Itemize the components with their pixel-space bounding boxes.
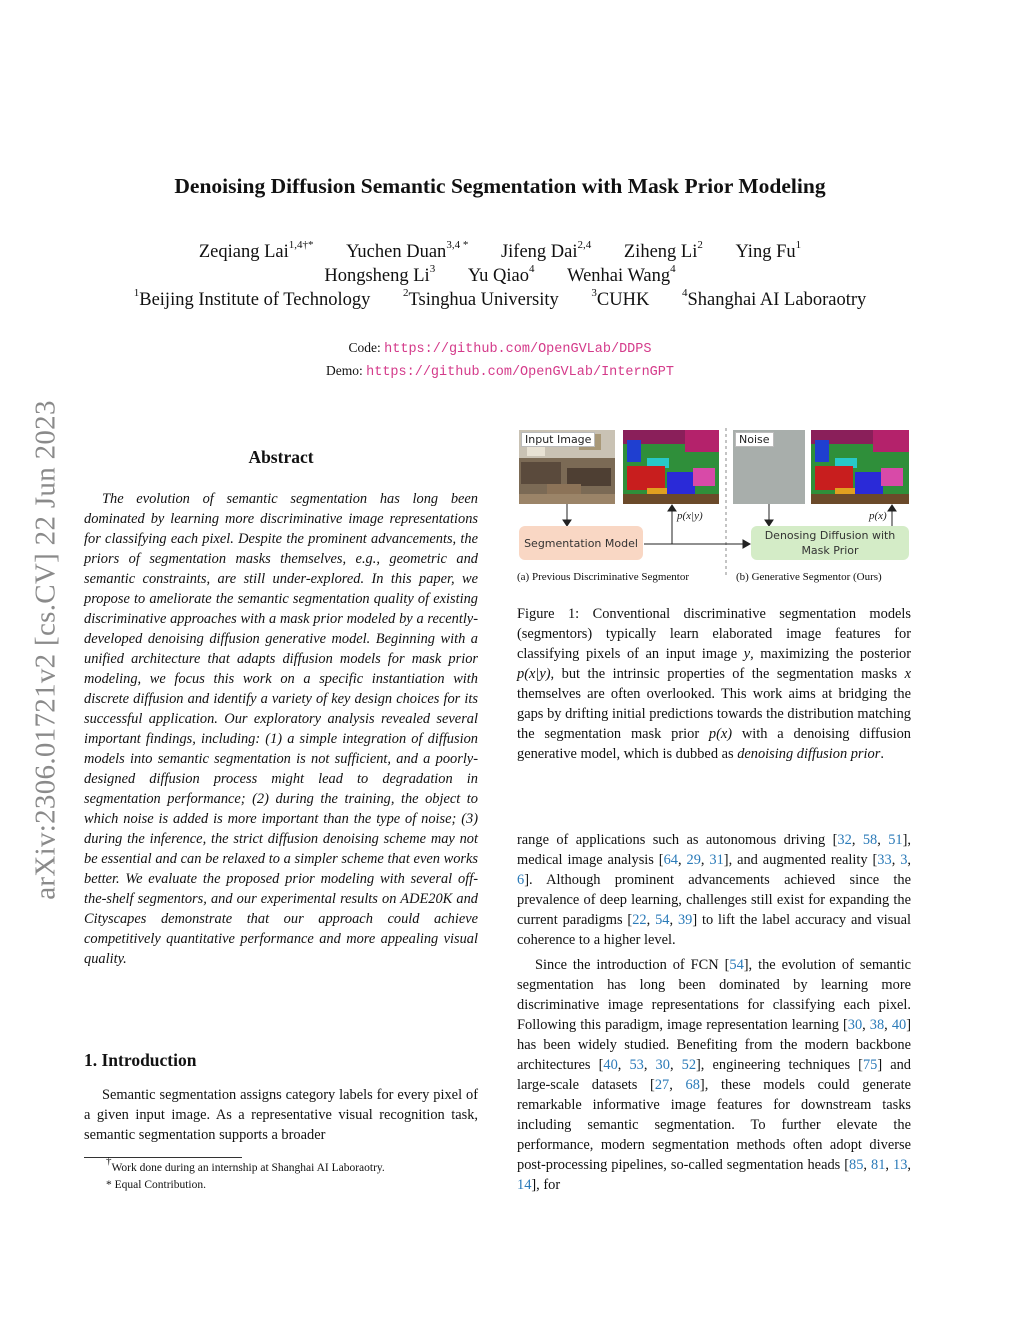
paragraph-text: ,: [646, 912, 656, 928]
author-list-line1: [0, 240, 1000, 264]
diffusion-prior-box: Denosing Diffusion with Mask Prior: [751, 526, 909, 560]
paragraph-text: ], engineering techniques [: [696, 1057, 863, 1073]
figure-diagram: [517, 428, 913, 588]
citation-link[interactable]: 33: [877, 852, 892, 868]
abstract-heading: Abstract: [248, 447, 314, 467]
citation-link[interactable]: 3: [900, 852, 908, 868]
citation-link[interactable]: 6: [517, 872, 525, 888]
paragraph-text: ,: [884, 1017, 892, 1033]
citation-link[interactable]: 58: [862, 832, 878, 848]
segmentation-mask-left: [623, 430, 719, 504]
paragraph-text: ,: [907, 1157, 911, 1173]
intro-paragraph: Semantic segmentation assigns category labels for every pixel of a given input image. As a representative visual recognition task, semantic segmentation supports a broader: [84, 1087, 478, 1143]
code-link-line: [0, 340, 1000, 357]
citation-link[interactable]: 30: [847, 1017, 863, 1033]
author: Jifeng Dai$^{2,4}$: [500, 238, 592, 262]
author: Yu Qiao$^4$: [467, 262, 535, 286]
author: Hongsheng Li$^3$: [324, 262, 436, 286]
figure-1: [517, 428, 913, 588]
arrowhead: [888, 505, 896, 511]
body-paragraph-1: [517, 830, 911, 950]
citation-link[interactable]: 54: [655, 912, 670, 928]
affiliation: $^3$CUHK: [591, 286, 650, 310]
paragraph-text: ,: [863, 1157, 872, 1173]
prior-label: p(x): [869, 510, 887, 522]
paragraph-text: ,: [669, 1077, 686, 1093]
demo-label: Demo:: [326, 363, 363, 378]
demo-link-line: [0, 363, 1000, 380]
citation-link[interactable]: 39: [677, 912, 693, 928]
paper-title: Denoising Diffusion Semantic Segmentation with Mask Prior Modeling: [174, 174, 826, 198]
subcaption-a: (a) Previous Discriminative Segmentor: [517, 571, 689, 583]
affiliation: $^4$Shanghai AI Laboraotry: [681, 286, 867, 310]
arxiv-identifier: arXiv:2306.01721v2 [cs.CV] 22 Jun 2023: [29, 400, 62, 900]
intro-heading: 1. Introduction: [84, 1050, 197, 1070]
abstract-body: The evolution of semantic segmentation has long been dominated by learning more discriminative image representations for classifying each pixel. Despite the prominent advancements, the priors of segmentation masks themselves, e.g., geometric and semantic constraints, are still under-explored. In this paper, we propose to ameliorate the semantic segmentation quality of existing discriminative approaches with a mask prior modeled by a recently-developed denoising diffusion generative model. Beginning with a unified architecture that adapts diffusion models for mask prior modeling, we focus this work on a specific instantiation with discrete diffusion and identify a variety of key design choices for its successful application. Our exploratory analysis revealed several important findings, including: (1) a simple integration of diffusion models into semantic segmentation is not sufficient, and a poorly-designed diffusion process might lead to degradation in segmentation performance; (2) during the training, the object to which noise is added is more important than the type of noise; (3) during the inference, the strict diffusion denoising scheme may not be essential and can be relaxed to a simpler scheme that even works better. We evaluate the proposed prior modeling with several off-the-shelf segmentors, and our experimental results on ADE20K and Cityscapes demonstrate that our approach could achieve competitively quantitative performance and more appealing visual quality.: [84, 491, 478, 967]
affiliation: $^1$Beijing Institute of Technology: [133, 286, 371, 310]
arrowhead: [668, 505, 676, 511]
paragraph-text: ,: [885, 1157, 893, 1173]
posterior-label: p(x|y): [677, 510, 703, 522]
paragraph-text: ] has been widely studied. Benefiting from the modern backbone architectures [: [517, 1017, 911, 1073]
citation-link[interactable]: 29: [686, 852, 701, 868]
author: Wenhai Wang$^4$: [567, 262, 676, 286]
citation-link[interactable]: 75: [862, 1057, 878, 1073]
citation-link[interactable]: 32: [837, 832, 852, 848]
author: Ying Fu$^1$: [735, 238, 802, 262]
code-link[interactable]: https://github.com/OpenGVLab/DDPS: [384, 342, 652, 357]
demo-link[interactable]: https://github.com/OpenGVLab/InternGPT: [366, 365, 674, 380]
citation-link[interactable]: 22: [632, 912, 647, 928]
paragraph-text: ]. Although prominent advancements achieved since the prevalence of deep learning, challenges still exist for expanding the current paradigms [: [517, 872, 911, 928]
citation-link[interactable]: 40: [891, 1017, 907, 1033]
paragraph-text: ,: [677, 852, 687, 868]
segmentation-model-box: Segmentation Model: [519, 526, 643, 560]
noise-label: Noise: [735, 432, 774, 447]
citation-link[interactable]: 31: [709, 852, 724, 868]
paragraph-text: ] to lift the label accuracy and visual coherence to a higher level.: [517, 912, 911, 948]
paragraph-text: ,: [669, 912, 678, 928]
citation-link[interactable]: 52: [681, 1057, 697, 1073]
paragraph-text: range of applications such as autonomous driving [: [517, 832, 838, 848]
subcaption-b: (b) Generative Segmentor (Ours): [736, 571, 882, 583]
paragraph-text: ,: [907, 852, 912, 868]
arrowhead: [743, 540, 750, 548]
citation-link[interactable]: 85: [849, 1157, 864, 1173]
footnote-1: †Work done during an internship at Shanghai AI Laboraotry.: [106, 1155, 385, 1174]
paragraph-text: ], medical image analysis [: [517, 832, 912, 868]
affiliation: $^2$Tsinghua University: [402, 286, 559, 310]
citation-link[interactable]: 38: [869, 1017, 885, 1033]
input-image-label: Input Image: [521, 432, 595, 447]
citation-link[interactable]: 27: [654, 1077, 670, 1093]
paragraph-text: ], and augmented reality [: [723, 852, 878, 868]
paragraph-text: ,: [891, 852, 901, 868]
paragraph-text: ,: [669, 1057, 682, 1073]
paragraph-text: ,: [700, 852, 710, 868]
citation-link[interactable]: 54: [729, 957, 744, 973]
code-label: Code:: [348, 340, 381, 355]
body-paragraph-2: [517, 955, 911, 1195]
author-list-line2: [0, 264, 1000, 288]
paragraph-text: ,: [643, 1057, 656, 1073]
figure-caption: Figure 1: Conventional discriminative segmentation models (segmentors) typically learn elaborated image features for classifying pixels of an input image y, maximizing the posterior p(x|y), but the intrinsic properties of the segmentation masks x themselves are often overlooked. This work aims at bridging the gaps by drifting initial predictions towards the distribution matching the segmentation mask prior p(x) with a denoising diffusion generative model, which is dubbed as denoising diffusion prior.: [517, 606, 911, 762]
paragraph-text: ,: [877, 832, 889, 848]
affiliations: [0, 288, 1000, 312]
paragraph-text: Since the introduction of FCN [: [535, 957, 730, 973]
paragraph-text: ,: [617, 1057, 630, 1073]
citation-link[interactable]: 40: [603, 1057, 618, 1073]
paragraph-text: ,: [851, 832, 863, 848]
paragraph-text: ], for: [531, 1177, 561, 1193]
citation-link[interactable]: 51: [888, 832, 903, 848]
paragraph-text: ] and large-scale datasets [: [517, 1057, 911, 1093]
citation-link[interactable]: 13: [893, 1157, 908, 1173]
citation-link[interactable]: 14: [517, 1177, 532, 1193]
citation-link[interactable]: 64: [663, 852, 678, 868]
paragraph-text: ], these models could generate remarkable informative image features for downstream tasks including semantic segmentation. To further elevate the performance, modern segmentation methods often adopt diverse post-processing pipelines, so-called segmentation heads [: [517, 1077, 911, 1173]
author: Zeqiang Lai$^{1,4\dagger*}$: [198, 238, 314, 262]
paragraph-text: ,: [862, 1017, 870, 1033]
citation-link[interactable]: 81: [871, 1157, 886, 1173]
segmentation-mask-right: [811, 430, 909, 504]
author: Ziheng Li$^2$: [623, 238, 703, 262]
citation-link[interactable]: 30: [655, 1057, 670, 1073]
author: Yuchen Duan$^{3,4 *}$: [346, 238, 469, 262]
citation-link[interactable]: 53: [629, 1057, 644, 1073]
citation-link[interactable]: 68: [685, 1077, 700, 1093]
footnote-2: * Equal Contribution.: [106, 1179, 206, 1191]
paragraph-text: ], the evolution of semantic segmentation has long been dominated by learning more discriminative image representations for classifying each pixel. Following this paradigm, image representation learning [: [517, 957, 911, 1033]
